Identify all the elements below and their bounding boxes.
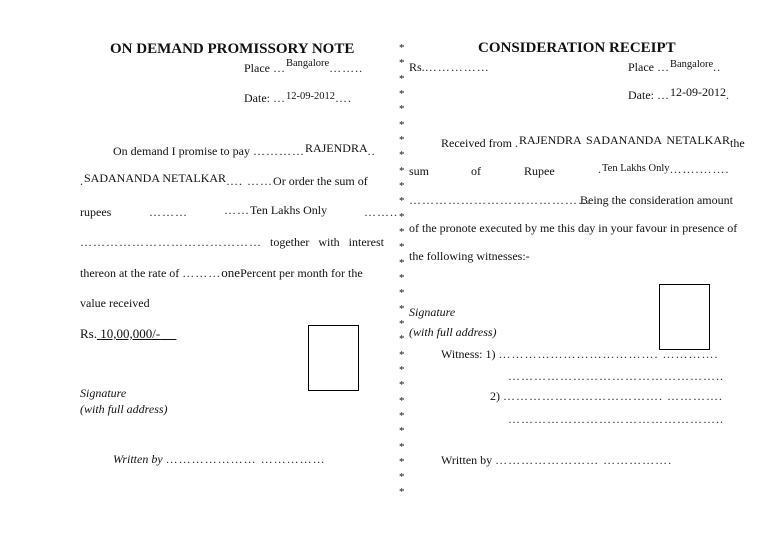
left-amount-words-row: ……Ten Lakhs Only [224,203,328,217]
the-word: the [730,136,745,150]
right-written-by-label: Written by [441,453,493,467]
left-line4-dots: …………………………………… [80,235,262,249]
of-label: of [471,164,481,178]
left-amount-figure[interactable]: 10,00,000/- [100,326,161,341]
right-signature-sub: (with full address) [409,325,497,339]
witness-2-row [490,389,723,404]
left-signature-label: Signature [80,386,127,400]
witness-2-address-line[interactable]: ………………………………………….. [508,412,724,426]
witness-2-number: 2) [490,389,500,403]
together-interest-text: together with interest [270,235,384,249]
order-sum-text: Or order the sum of [273,174,368,188]
right-rs-label: Rs. [409,60,425,74]
right-amount-words[interactable]: Ten Lakhs Only [602,163,670,174]
promissory-note-title: ON DEMAND PROMISSORY NOTE [110,41,355,57]
left-place-row: Place …Bangalore…….. [244,58,364,75]
payee-last-name[interactable]: SADANANDA NETALKAR [84,171,227,185]
promise-text: On demand I promise to pay [113,144,250,158]
right-rs-row: Rs.…………… [409,60,490,74]
received-from-value[interactable]: RAJENDRA SADANANDA NETALKAR [518,133,731,147]
left-date-row: Date: …12-09-2012…. [244,91,352,105]
left-stamp-box [308,325,359,391]
left-written-by-label: Written by [113,452,163,466]
witnesses-text: the following witnesses:- [409,249,530,263]
witness-1-address-line[interactable]: ………………………………………….. [508,369,724,383]
left-line5: thereon at the rate of ………onePercent per month for the [80,265,363,280]
rupees-label: rupees [80,205,112,219]
left-date-label: Date: [244,91,270,105]
sum-label: sum [409,164,430,178]
pronote-text: of the pronote executed by me this day in your favour in presence of [409,221,738,235]
right-written-by-line[interactable]: …………………… ……………. [495,453,673,467]
left-line3 [80,205,111,220]
right-written-by [441,453,672,468]
right-place-value[interactable]: Bangalore [670,59,714,70]
left-written-by: Written by ………………… …………… [113,452,326,466]
witness-1-number: 1) [485,347,496,361]
left-line2: .SADANANDA NETALKAR…. ……Or order the sum of [80,171,368,188]
left-rs-label: Rs. [80,326,97,341]
right-place-row: Place …Bangalore.. [628,59,722,74]
left-amount-figure-row [80,326,176,342]
witness-1-row [441,347,719,362]
witness-label: Witness: [441,347,483,361]
right-signature-label: Signature [409,305,456,319]
being-consideration-text: Being the consideration amount [580,193,733,207]
left-line1: On demand I promise to pay …………RAJENDRA.. [113,141,376,158]
rate-prefix: thereon at the rate of [80,266,180,280]
rupee-label: Rupee [524,164,555,178]
payee-first-name[interactable]: RAJENDRA [304,141,368,155]
right-date-label: Date: [628,88,654,102]
received-from-label: Received from [441,136,512,150]
left-date-value[interactable]: 12-09-2012 [286,91,335,102]
right-line3-dots: …………………………………… [409,193,591,207]
rate-suffix: Percent per month for the [240,266,363,280]
value-received-text: value received [80,296,150,310]
consideration-receipt-title: CONSIDERATION RECEIPT [478,40,676,56]
right-stamp-box [659,284,710,350]
left-line3-tail: …….. [364,205,398,219]
witness-1-line[interactable]: ………………………………. …………. [498,347,719,361]
interest-rate-value[interactable]: one [221,265,241,280]
witness-2-line[interactable]: ………………………………. …………. [503,389,723,403]
right-amount-row: .Ten Lakhs Only…….……. [598,162,730,176]
right-date-row: Date: …12-09-2012. [628,85,730,102]
right-date-value[interactable]: 12-09-2012 [670,85,726,99]
right-place-label: Place [628,60,654,74]
right-received-row: Received from .RAJENDRA SADANANDA NETALKARthe [441,133,745,150]
left-place-label: Place [244,61,270,75]
left-signature-sub: (with full address) [80,402,168,416]
left-amount-words[interactable]: Ten Lakhs Only [250,203,328,217]
left-place-value[interactable]: Bangalore [286,58,330,69]
left-line3-dots: ……… [149,205,188,219]
